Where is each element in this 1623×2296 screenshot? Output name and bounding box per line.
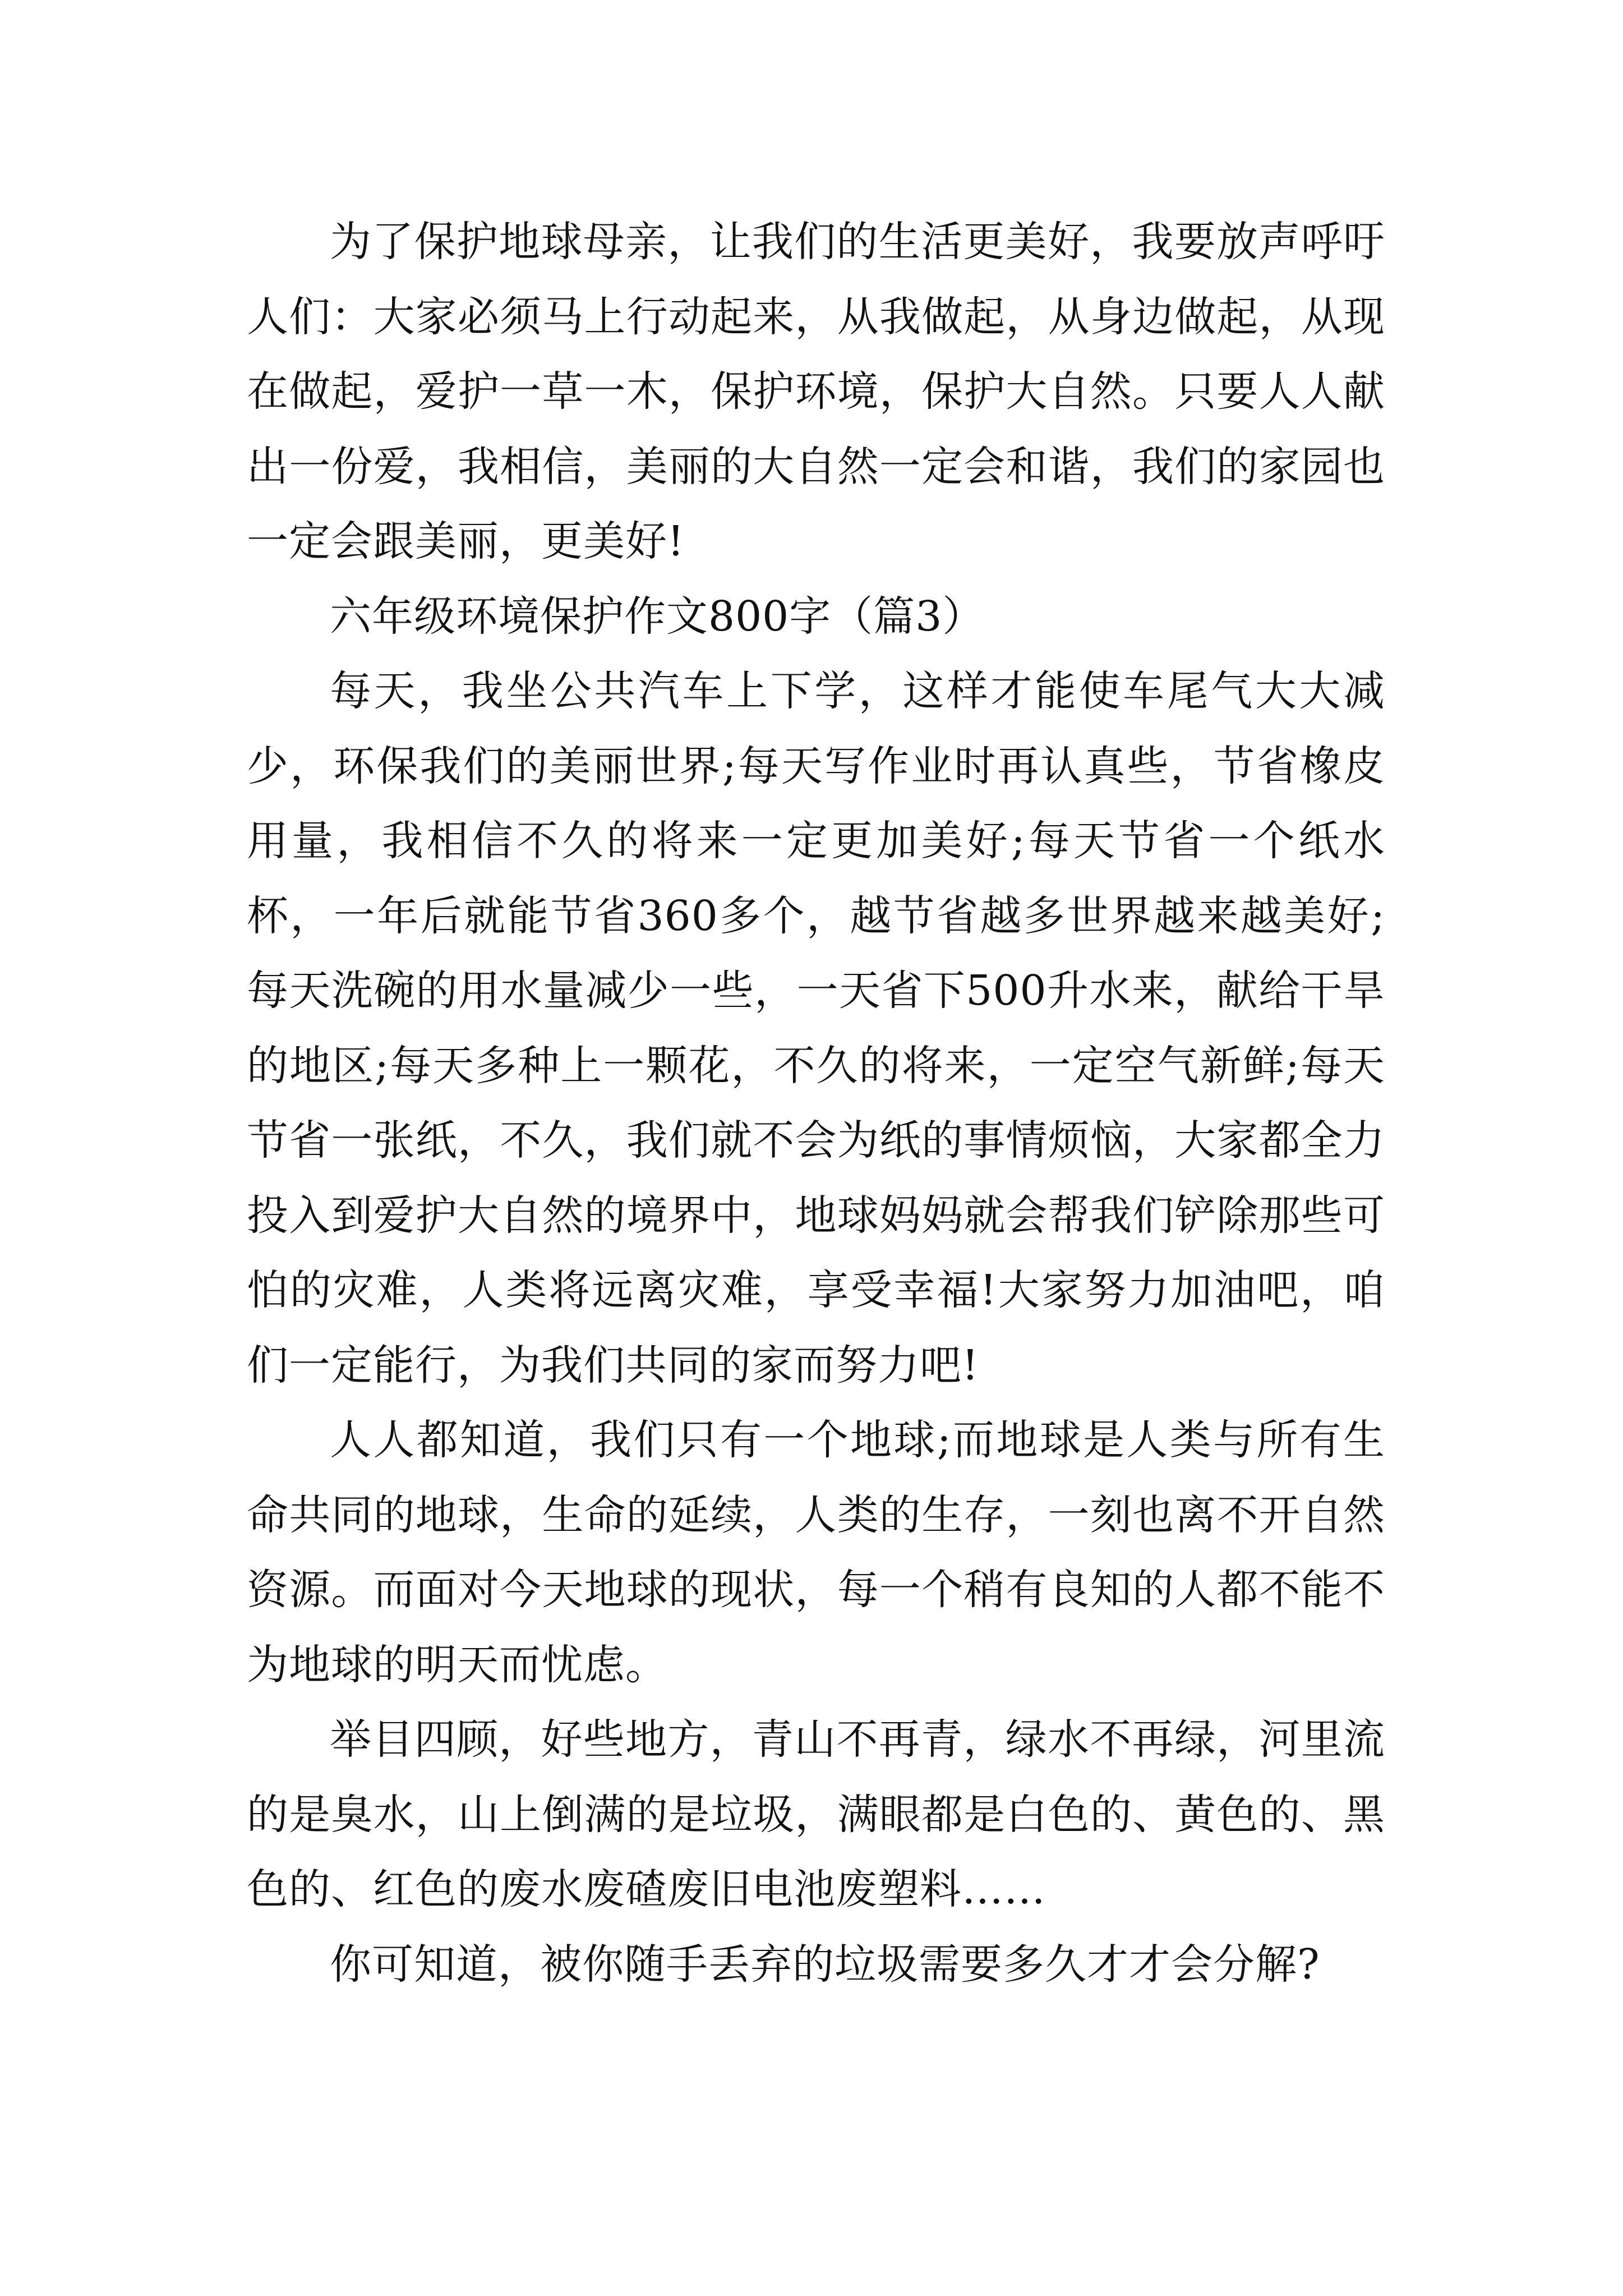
paragraph-protect-earth: 为了保护地球母亲，让我们的生活更美好，我要放声呼吁人们：大家必须马上行动起来，从我做起，从身边做起，从现在做起，爱护一草一木，保护环境，保护大自然。只要人人献出一份爱，我相信，美丽的大自然一定会和谐，我们的家园也一定会跟美丽，更美好! bbox=[247, 218, 1385, 565]
paragraph-one-earth: 人人都知道，我们只有一个地球;而地球是人类与所有生命共同的地球，生命的延续，人类的生存，一刻也离不开自然资源。而面对今天地球的现状，每一个稍有良知的人都不能不为地球的明天而忧虑。 bbox=[247, 1416, 1385, 1689]
paragraph-question: 你可知道，被你随手丢弃的垃圾需要多久才才会分解? bbox=[330, 1940, 1320, 1989]
document-body bbox=[247, 205, 1385, 2002]
paragraph-pollution: 举目四顾，好些地方，青山不再青，绿水不再绿，河里流的是臭水，山上倒满的是垃圾，满眼都是白色的、黄色的、黑色的、红色的废水废碴废旧电池废塑料…… bbox=[247, 1715, 1385, 1913]
section-heading: 六年级环境保护作文800字（篇3） bbox=[330, 592, 985, 641]
paragraph-daily-actions: 每天，我坐公共汽车上下学，这样才能使车尾气大大减少，环保我们的美丽世界;每天写作业时再认真些，节省橡皮用量，我相信不久的将来一定更加美好;每天节省一个纸水杯，一年后就能节省360多个，越节省越多世界越来越美好;每天洗碗的用水量减少一些，一天省下500升水来，献给干旱的地区;每天多种上一颗花，不久的将来，一定空气新鲜;每天节省一张纸，不久，我们就不会为纸的事情烦恼，大家都全力投入到爱护大自然的境界中，地球妈妈就会帮我们铲除那些可怕的灾难，人类将远离灾难，享受幸福!大家努力加油吧，咱们一定能行，为我们共同的家而努力吧! bbox=[247, 667, 1385, 1389]
